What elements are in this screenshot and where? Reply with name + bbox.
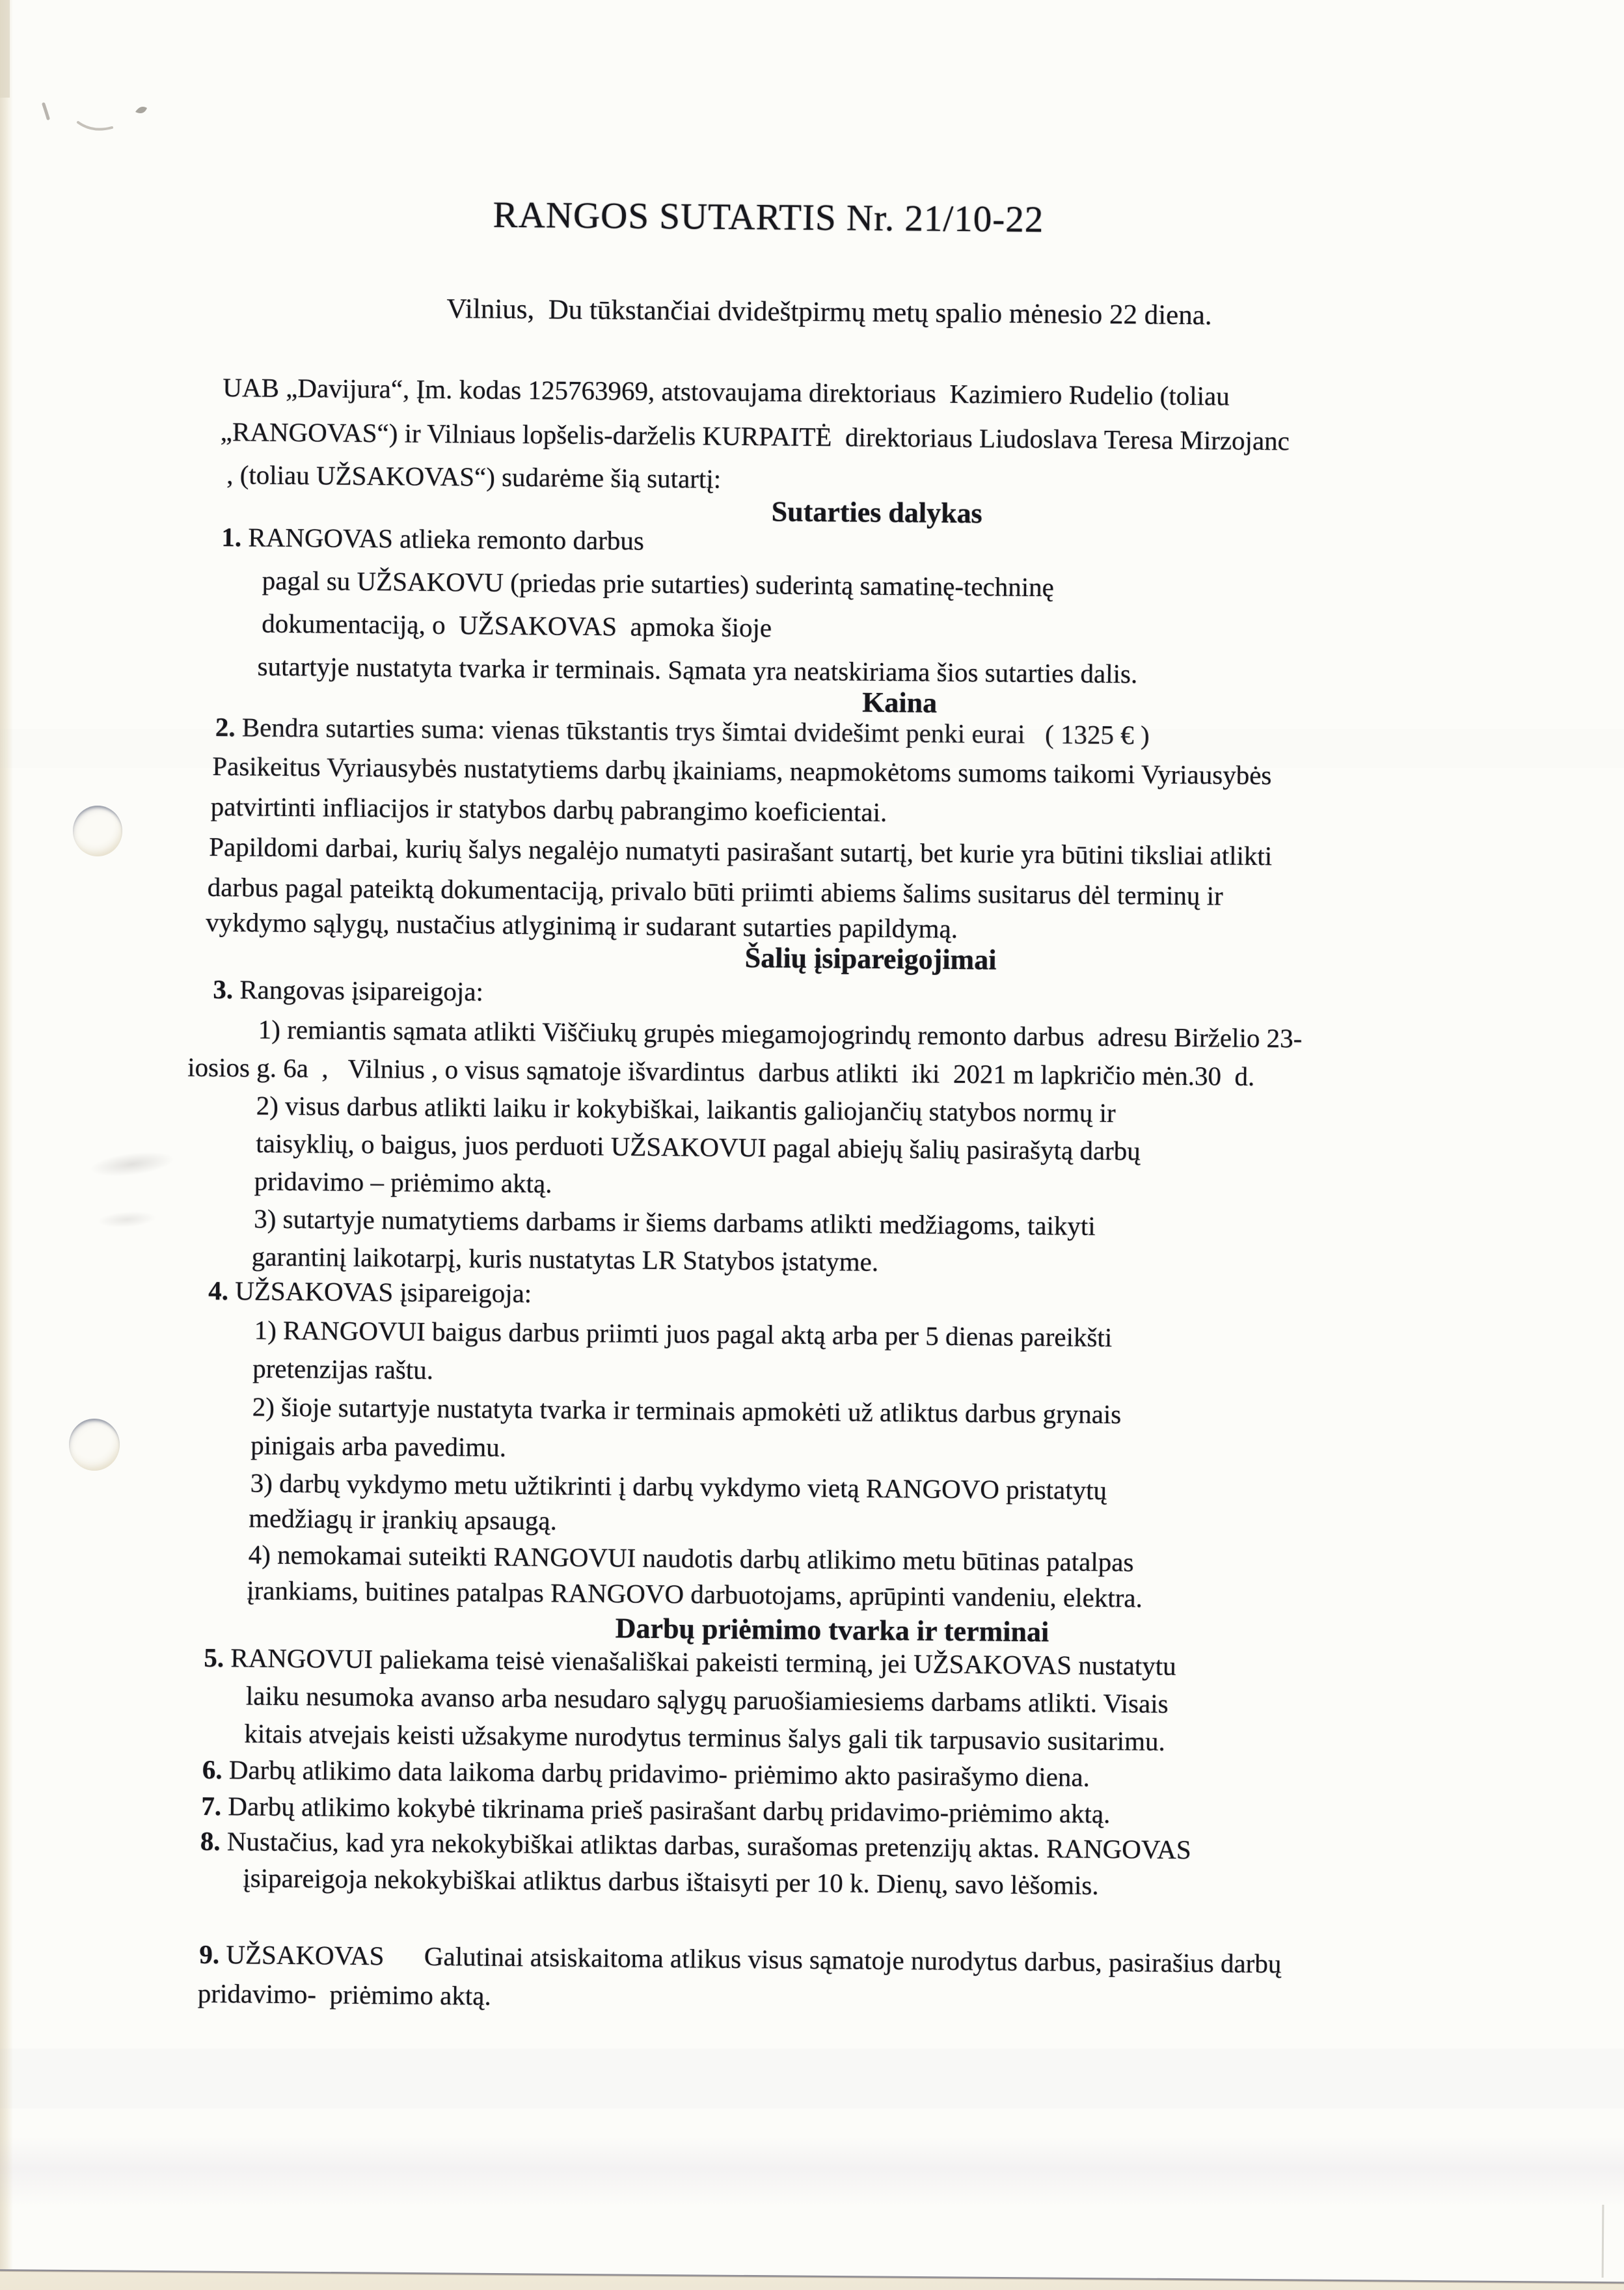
section-heading: Kaina — [861, 686, 938, 719]
text-line: pretenzijas raštu. — [252, 1353, 434, 1385]
text-line: dokumentaciją, o UŽSAKOVAS apmoka šioje — [262, 608, 772, 643]
clause-text: RANGOVAS atlieka remonto darbus — [241, 522, 645, 556]
hole-punch-top — [73, 806, 122, 856]
clause-text: Darbų atlikimo data laikoma darbų pridavimo- priėmimo akto pasirašymo diena. — [222, 1754, 1090, 1792]
text-line: 3) sutartyje numatytiems darbams ir šiems darbams atlikti medžiagoms, taikyti — [254, 1203, 1096, 1241]
text-line: garantinį laikotarpį, kuris nustatytas LR Statybos įstatyme. — [251, 1241, 879, 1277]
text-line — [199, 1939, 1281, 1980]
clause-number: 3. — [213, 974, 234, 1005]
text-line — [202, 1754, 1090, 1793]
text-line — [208, 1275, 532, 1309]
text-line — [201, 1791, 1110, 1829]
scan-left-edge — [0, 0, 13, 2290]
text-line: patvirtinti infliacijos ir statybos darbų pabrangimo koeficientai. — [210, 791, 887, 828]
clause-number: 6. — [202, 1754, 223, 1785]
hole-punch-bottom — [69, 1419, 120, 1471]
text-line — [215, 712, 1150, 751]
clause-number: 5. — [204, 1642, 224, 1673]
text-line: UAB „Davijura“, Įm. kodas 125763969, atstovaujama direktoriaus Kazimiero Rudelio (toliau — [223, 372, 1230, 411]
text-line — [221, 522, 644, 556]
text-line: 3) darbų vykdymo metu užtikrinti į darbų vykdymo vietą RANGOVO pristatytų — [250, 1467, 1107, 1506]
scan-corner-shade — [0, 0, 10, 98]
text-line: 1) RANGOVUI baigus darbus priimti juos pagal aktą arba per 5 dienas pareikšti — [254, 1315, 1113, 1353]
text-line: vykdymo sąlygų, nustačius atlyginimą ir sudarant sutarties papildymą. — [206, 906, 958, 944]
clause-number: 2. — [215, 712, 236, 743]
page-subtitle: Vilnius, Du tūkstančiai dvideštpirmų metų spalio mėnesio 22 diena. — [446, 293, 1212, 331]
text-line: įrankiams, buitines patalpas RANGOVO darbuotojams, aprūpinti vandeniu, elektra. — [247, 1575, 1143, 1613]
page-title: RANGOS SUTARTIS Nr. 21/10-22 — [493, 194, 1044, 241]
text-line — [213, 974, 483, 1007]
clause-number: 8. — [200, 1825, 221, 1857]
text-line: įsipareigoja nekokybiškai atliktus darbus ištaisyti per 10 k. Dienų, savo lėšomis. — [243, 1862, 1099, 1900]
text-line — [200, 1826, 1191, 1865]
clause-text: UŽSAKOVAS Galutinai atsiskaitoma atlikus visus sąmatoje nurodytus darbus, pasirašius darbų — [219, 1939, 1282, 1979]
clause-text: Nustačius, kad yra nekokybiškai atliktas darbas, surašomas pretenzijų aktas. RANGOVAS — [220, 1826, 1191, 1865]
section-heading: Šalių įsipareigojimai — [744, 942, 997, 976]
text-line: 2) šioje sutartyje nustatyta tvarka ir terminais apmokėti už atliktus darbus grynais — [252, 1391, 1122, 1430]
clause-number: 7. — [201, 1790, 222, 1821]
text-line: pinigais arba pavedimu. — [250, 1430, 507, 1462]
pen-scribble — [38, 90, 168, 144]
text-line: Pasikeitus Vyriausybės nustatytiems darbų įkainiams, neapmokėtoms sumoms taikomi Vyriausybės — [212, 750, 1272, 791]
text-line: taisyklių, o baigus, juos perduoti UŽSAKOVUI pagal abiejų šalių pasirašytą darbų — [256, 1128, 1141, 1166]
clause-text: Bendra sutarties suma: vienas tūkstantis trys šimtai dvidešimt penki eurai ( 1325 € ) — [235, 712, 1150, 750]
text-line: darbus pagal pateiktą dokumentaciją, privalo būti priimti abiems šalims susitarus dėl terminų ir — [207, 871, 1223, 911]
clause-text: Rangovas įsipareigoja: — [232, 974, 484, 1007]
text-line: 4) nemokamai suteikti RANGOVUI naudotis darbų atlikimo metu būtinas patalpas — [248, 1539, 1134, 1577]
text-line: sutartyje nustatyta tvarka ir terminais. Sąmata yra neatskiriama šios sutarties dalis. — [257, 651, 1138, 689]
text-line: pridavimo – priėmimo aktą. — [254, 1165, 552, 1199]
text-line: 2) visus darbus atlikti laiku ir kokybiškai, laikantis galiojančių statybos normų ir — [256, 1090, 1116, 1128]
text-line: , (toliau UŽSAKOVAS“) sudarėme šią sutartį: — [226, 459, 722, 494]
clause-number: 4. — [208, 1275, 229, 1306]
section-heading: Sutarties dalykas — [771, 495, 982, 530]
text-line: laiku nesumoka avanso arba nesudaro sąlygų paruošiamiesiems darbams atlikti. Visais — [245, 1680, 1169, 1719]
text-line: kitais atvejais keisti užsakyme nurodytus terminus šalys gali tik tarpusavio susitarimu. — [244, 1718, 1165, 1756]
clause-number: 9. — [199, 1939, 220, 1970]
section-heading: Darbų priėmimo tvarka ir terminai — [615, 1612, 1049, 1648]
text-line: pridavimo- priėmimo aktą. — [197, 1978, 491, 2011]
text-line: Papildomi darbai, kurių šalys negalėjo numatyti pasirašant sutartį, bet kurie yra būtini tiksliai atlikti — [209, 831, 1273, 871]
text-line: iosios g. 6a , Vilnius , o visus sąmatoje išvardintus darbus atlikti iki 2021 m lapkričio mėn.30 d. — [187, 1052, 1255, 1091]
text-line: „RANGOVAS“) ir Vilniaus lopšelis-darželis KURPAITĖ direktoriaus Liudoslava Teresa Mirzojanc — [220, 416, 1290, 456]
text-line: medžiagų ir įrankių apsaugą. — [249, 1503, 558, 1536]
clause-number: 1. — [221, 522, 242, 552]
text-line: pagal su UŽSAKOVU (priedas prie sutarties) suderintą samatinę-techninę — [262, 565, 1055, 603]
clause-text: RANGOVUI paliekama teisė vienašališkai pakeisti terminą, jei UŽSAKOVAS nustatytu — [223, 1643, 1176, 1681]
text-line: 1) remiantis sąmata atlikti Viščiukų grupės miegamojogrindų remonto darbus adresu Birželio 23- — [258, 1014, 1303, 1054]
clause-text: UŽSAKOVAS įsipareigoja: — [228, 1275, 532, 1309]
clause-text: Darbų atlikimo kokybė tikrinama prieš pasirašant darbų pridavimo-priėmimo aktą. — [221, 1791, 1111, 1829]
